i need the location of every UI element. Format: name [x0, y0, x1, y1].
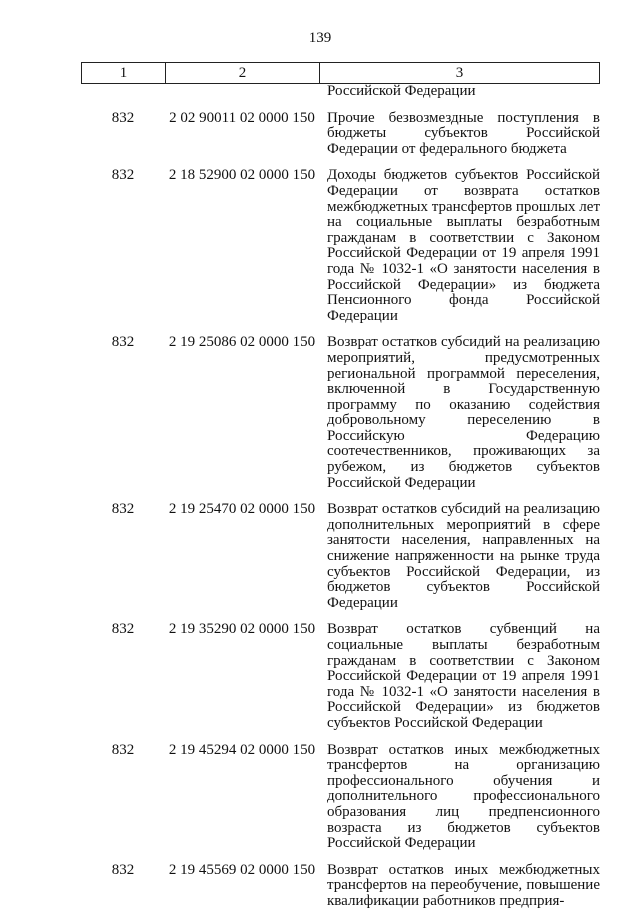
- table-row: [81, 863, 600, 910]
- income-description: Доходы бюджетов субъектов Российской Федерации от возврата остатков межбюджетных трансфертов прошлых лет на социальные выплаты безработным гражданам в соответствии с Законом Российской Федерации от 19 апреля 1991 года № 1032-1 «О занятости населения в Российской Федерации» из бюджета Пенсионного фонда Российской Федерации: [327, 167, 600, 324]
- table-row: [81, 502, 600, 611]
- income-code: 2 19 25470 02 0000 150: [168, 501, 316, 518]
- income-code: 2 02 90011 02 0000 150: [169, 109, 315, 126]
- admin-code: 832: [111, 334, 135, 351]
- income-code: 2 18 52900 02 0000 150: [168, 167, 316, 184]
- continuation-row: [81, 84, 600, 100]
- table-row: [81, 335, 600, 491]
- column-header-2: 2: [166, 63, 320, 83]
- income-code: 2 19 45569 02 0000 150: [168, 861, 316, 878]
- income-description: Возврат остатков субсидий на реализацию мероприятий, предусмотренных региональной программой переселения, включенной в Государственную программу по оказанию содействия добровольному переселению в Российскую Федерацию соотечественников, проживающих за рубежом, из бюджетов субъектов Российской Федерации: [327, 334, 600, 491]
- income-description: Возврат остатков субвенций на социальные выплаты безработным гражданам в соответствии с Законом Российской Федерации от 19 апреля 1991 года № 1032-1 «О занятости населения в Российской Федерации» из бюджетов субъектов Российской Федерации: [327, 621, 600, 731]
- admin-code: 832: [111, 741, 135, 758]
- income-code: 2 19 45294 02 0000 150: [168, 741, 316, 758]
- income-description: Возврат остатков иных межбюджетных трансфертов на переобучение, повышение квалификации работников предприя-: [327, 861, 600, 909]
- column-header-1: 1: [82, 63, 166, 83]
- table-header: [81, 62, 600, 84]
- admin-code: 832: [111, 167, 135, 184]
- income-code: 2 19 25086 02 0000 150: [168, 334, 316, 351]
- continuation-text: Российской Федерации: [327, 83, 476, 99]
- admin-code: 832: [111, 621, 135, 638]
- table-row: [81, 622, 600, 731]
- income-code: 2 19 35290 02 0000 150: [168, 621, 316, 638]
- table-row: [81, 111, 600, 158]
- admin-code: 832: [111, 501, 135, 518]
- admin-code: 832: [111, 109, 135, 126]
- income-description: Возврат остатков субсидий на реализацию дополнительных мероприятий в сфере занятости населения, направленных на снижение напряженности на рынке труда субъектов Российской Федерации, из бюджетов субъектов Российской Федерации: [327, 501, 600, 611]
- page-number: 139: [308, 30, 332, 46]
- column-header-3: 3: [455, 65, 464, 81]
- admin-code: 832: [111, 861, 135, 878]
- table-body: [81, 84, 600, 921]
- table-row: [81, 168, 600, 324]
- table-row: [81, 743, 600, 852]
- income-description: Прочие безвозмездные поступления в бюджеты субъектов Российской Федерации от федерального бюджета: [327, 109, 600, 157]
- income-description: Возврат остатков иных межбюджетных трансфертов на организацию профессионального обучения и дополнительного профессионального образования лиц предпенсионного возраста из бюджетов субъектов Российской Федерации: [327, 741, 600, 852]
